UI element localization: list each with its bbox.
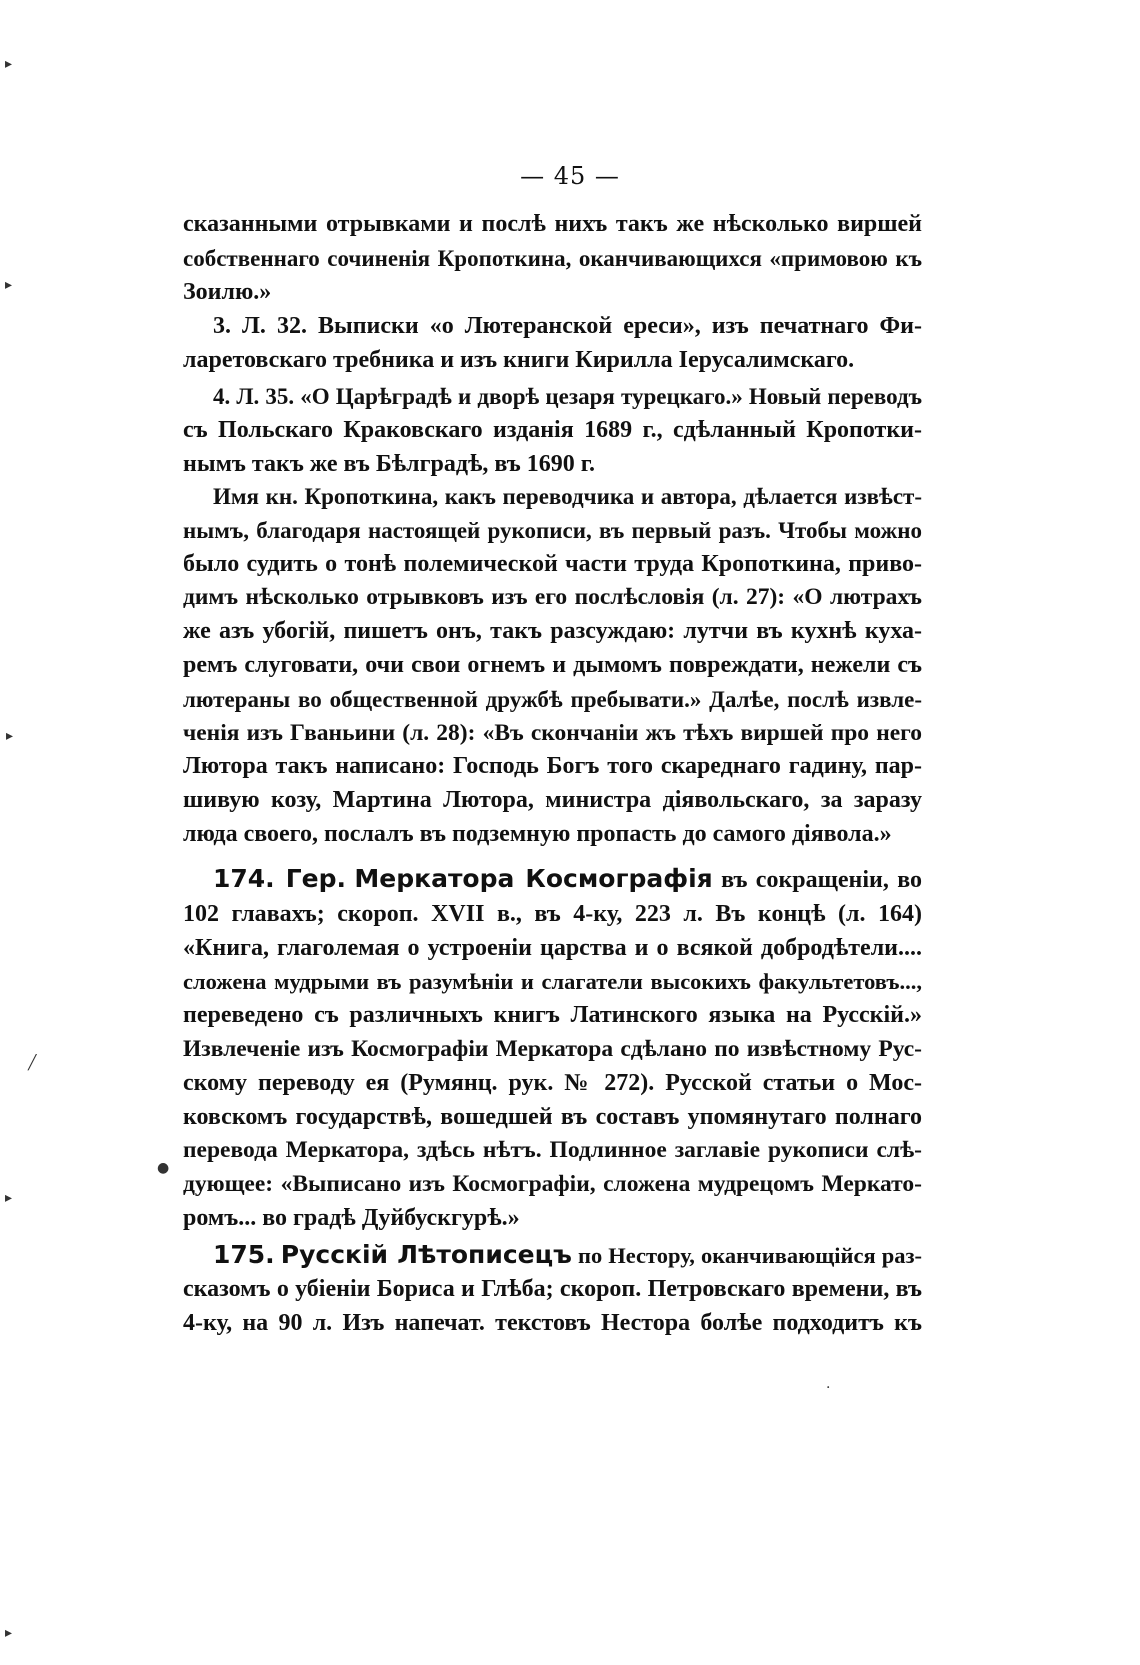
text-line: сложена мудрыми въ разумѣніи и слагатели высокихъ факультетовъ..., bbox=[183, 969, 922, 995]
paragraph-continuation bbox=[183, 208, 922, 309]
text-line: 4-ку, на 90 л. Изъ напечат. текстовъ Нестора болѣе подходитъ къ bbox=[183, 1309, 922, 1336]
text-line: 3. Л. 32. Выписки «о Лютеранской ереси», изъ печатнаго Фи- bbox=[213, 313, 922, 339]
text-line: было судить о тонѣ полемической части труда Кропоткина, приво- bbox=[183, 550, 922, 577]
text-line: 102 главахъ; скороп. XVII в., въ 4-ку, 223 л. Въ концѣ (л. 164) bbox=[183, 900, 922, 927]
text-line: ремъ слуговати, очи свои огнемъ и дымомъ повреждати, нежели съ bbox=[183, 651, 922, 678]
text-line: «Книга, глаголемая о устроеніи царства и о всякой добродѣтели.... bbox=[183, 934, 922, 961]
scan-speck: ● bbox=[157, 1160, 170, 1176]
entry-heading-rest: по Нестору, оканчивающійся раз- bbox=[578, 1243, 923, 1268]
text-line: сказомъ о убіеніи Бориса и Глѣба; скороп. Петровскаго времени, въ bbox=[183, 1275, 922, 1302]
entry-title: Русскій Лѣтописецъ bbox=[280, 1240, 572, 1269]
text-line: собственнаго сочиненія Кропоткина, оканчивающихся «примовою къ bbox=[183, 245, 922, 271]
entry-175 bbox=[183, 1238, 922, 1340]
text-line: ромъ... во градѣ Дуйбускгурѣ.» bbox=[183, 1204, 520, 1231]
text-line: скому переводу ея (Румянц. рук. № 272). Русской статьи о Мос- bbox=[183, 1069, 922, 1096]
entry-number: 175. bbox=[213, 1240, 275, 1269]
scan-speck: ▸ bbox=[5, 277, 13, 293]
text-line: нымъ такъ же въ Бѣлградѣ, въ 1690 г. bbox=[183, 450, 595, 477]
text-line: дующее: «Выписано изъ Космографіи, сложена мудрецомъ Меркато- bbox=[183, 1171, 922, 1198]
paragraph-kropotkin bbox=[183, 480, 922, 852]
text-line: Лютора такъ написано: Господь Богъ того скареднаго гадину, пар- bbox=[183, 753, 922, 780]
paragraph-item-3 bbox=[183, 310, 922, 378]
entry-174 bbox=[183, 862, 922, 1236]
scan-speck: ▸ bbox=[5, 56, 13, 72]
text-line: Зоилю.» bbox=[183, 278, 272, 305]
text-line: перевода Меркатора, здѣсь нѣтъ. Подлинное заглавіе рукописи слѣ- bbox=[183, 1137, 922, 1164]
paragraph-item-4 bbox=[183, 380, 922, 481]
text-line: лютераны во общественной дружбѣ пребывати.» Далѣе, послѣ извле- bbox=[183, 686, 922, 712]
text-line: димъ нѣсколько отрывковъ изъ его послѣсловія (л. 27): «О лютрахъ bbox=[183, 584, 922, 611]
entry-heading-rest: въ сокращеніи, во bbox=[721, 867, 923, 893]
text-line: ковскомъ государствѣ, вошедшей въ составъ упомянутаго полнаго bbox=[183, 1103, 922, 1130]
text-line: же азъ убогій, пишетъ онъ, такъ разсуждаю: лутчи въ кухнѣ куха- bbox=[183, 618, 922, 645]
text-line: Имя кн. Кропоткина, какъ переводчика и автора, дѣлается извѣст- bbox=[213, 484, 922, 509]
text-line: Извлеченіе изъ Космографіи Меркатора сдѣлано по извѣстному Рус- bbox=[183, 1035, 922, 1062]
scan-speck: · bbox=[826, 1380, 831, 1396]
text-line: ларетовскаго требника и изъ книги Кирилла Іерусалимскаго. bbox=[183, 346, 855, 373]
text-line: сказанными отрывками и послѣ нихъ такъ же нѣсколько виршей bbox=[183, 211, 922, 237]
scan-speck: ▸ bbox=[5, 1625, 13, 1641]
scan-speck: ▸ bbox=[5, 1190, 13, 1206]
text-line: ченія изъ Гваньини (л. 28): «Въ скончаніи жъ тѣхъ виршей про него bbox=[183, 719, 922, 746]
scan-speck: ▸ bbox=[6, 728, 14, 744]
entry-heading-line bbox=[183, 1238, 922, 1273]
entry-number: 174. Гер. bbox=[213, 864, 347, 893]
page-number: — 45 — bbox=[520, 162, 620, 190]
text-line: съ Польскаго Краковскаго изданія 1689 г., сдѣланный Кропотки- bbox=[183, 416, 922, 443]
entry-title: Меркатора Космографія bbox=[354, 864, 713, 893]
text-line: нымъ, благодаря настоящей рукописи, въ первый разъ. Чтобы можно bbox=[183, 517, 922, 543]
text-line: 4. Л. 35. «О Царѣградѣ и дворѣ цезаря турецкаго.» Новый переводъ bbox=[213, 384, 922, 409]
text-line: шивую козу, Мартина Лютора, министра діявольскаго, за заразу bbox=[183, 787, 922, 814]
text-line: переведено съ различныхъ книгъ Латинского языка на Русскій.» bbox=[183, 1002, 922, 1029]
entry-heading-line bbox=[183, 862, 922, 898]
scan-speck: ╱ bbox=[28, 1055, 37, 1071]
text-line: люда своего, послалъ въ подземную пропасть до самого діявола.» bbox=[183, 820, 892, 847]
